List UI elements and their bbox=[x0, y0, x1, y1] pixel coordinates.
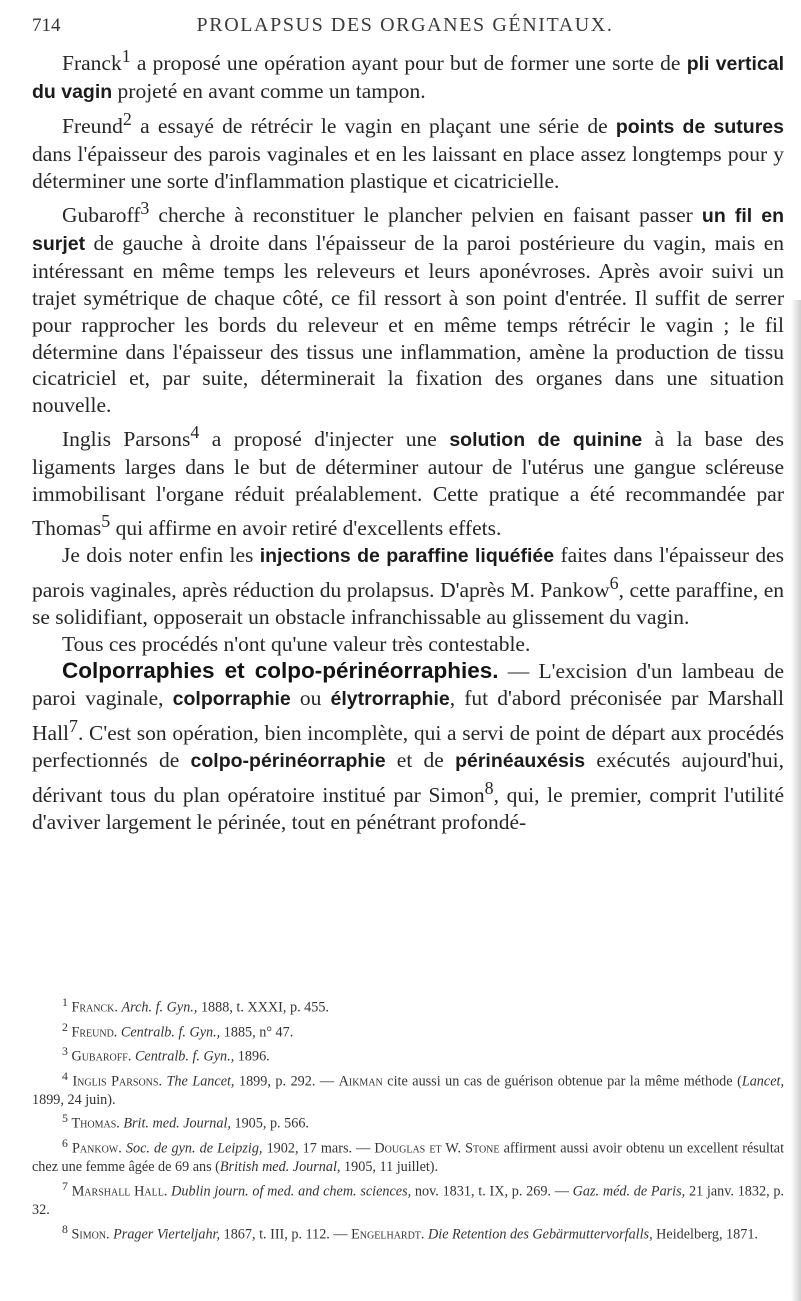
footnote-8 bbox=[32, 1220, 784, 1244]
footnote-number: 4 bbox=[62, 1068, 68, 1083]
footnote-author: Marshall Hall. bbox=[71, 1183, 168, 1200]
page-header bbox=[32, 13, 778, 39]
text-run: . C'est son opération, bien incomplète, qui a servi de point de départ aux procédés perfectionnés de bbox=[32, 720, 784, 772]
footnote-text: cite aussi un cas de guérison obtenue par la même méthode ( bbox=[382, 1073, 742, 1090]
author-name: Freund bbox=[62, 114, 123, 139]
footnote-text: affirment aussi avoir obtenu un excellent résultat chez une femme âgée de 69 ans ( bbox=[32, 1140, 785, 1175]
author-name: Franck bbox=[62, 51, 122, 76]
footnote-text: 21 janv. 1832, p. 32. bbox=[32, 1183, 785, 1218]
footnote-text: 1867, t. III, p. 112. — bbox=[220, 1226, 352, 1243]
footnote-journal: The Lancet, bbox=[166, 1073, 235, 1090]
footnote-text: 1899, p. 292. — bbox=[234, 1073, 339, 1090]
footnote-journal: Gaz. méd. de Paris, bbox=[572, 1183, 686, 1200]
footnote-number: 6 bbox=[62, 1135, 68, 1150]
bold-term: injections de paraffine liquéfiée bbox=[259, 545, 555, 568]
text-run: exécutés aujourd'hui, dérivant tous du plan opératoire institué par Simon bbox=[32, 747, 784, 807]
text-run: , fut d'abord préconisée par Marshall Hall bbox=[32, 685, 785, 745]
footnote-7 bbox=[32, 1177, 784, 1219]
footnote-author: Gubaroff. bbox=[71, 1048, 132, 1065]
paragraph-franck bbox=[32, 43, 784, 106]
bold-term: élytrorraphie bbox=[330, 687, 450, 710]
footnote-author: Thomas. bbox=[71, 1116, 120, 1133]
footnote-number: 8 bbox=[62, 1221, 68, 1236]
section-heading: Colporraphies et colpo-périnéorraphies. bbox=[62, 657, 499, 683]
footnote-text: Heidelberg, 1871. bbox=[652, 1226, 758, 1243]
footnote-3 bbox=[32, 1042, 784, 1066]
footnote-journal: Soc. de gyn. de Leipzig, bbox=[125, 1140, 263, 1157]
bold-term: pli vertical du vagin bbox=[32, 53, 784, 104]
text-run: et de bbox=[385, 747, 456, 772]
text-run: a proposé d'injecter une bbox=[199, 427, 450, 452]
footnote-2 bbox=[32, 1018, 784, 1042]
bold-term: solution de quinine bbox=[449, 429, 643, 452]
author-name: Inglis Parsons bbox=[62, 427, 191, 452]
text-run: projeté en avant comme un tampon. bbox=[112, 79, 426, 104]
footnote-text: 1899, 24 juin). bbox=[32, 1091, 116, 1108]
bold-term: colpo-périnéorraphie bbox=[190, 749, 386, 772]
footnote-text: 1896. bbox=[234, 1048, 270, 1065]
footnote-ref: 1 bbox=[121, 46, 131, 66]
paragraph-freund bbox=[32, 106, 784, 195]
footnote-author: Engelhardt. bbox=[351, 1226, 425, 1243]
text-run: — L'excision d'un lambeau de paroi vaginale, bbox=[32, 658, 784, 710]
footnote-number: 5 bbox=[62, 1111, 68, 1126]
text-run: a proposé une opération ayant pour but de former une sorte de bbox=[130, 51, 687, 76]
footnote-number: 3 bbox=[62, 1044, 68, 1059]
text-run: de gauche à droite dans l'épaisseur de la paroi postérieure du vagin, mais en intéressant en même temps les releveurs et leurs aponévroses. Après avoir suivi un trajet symétrique de chaque côté, ce fil ressort à son point d'entrée. Il suffit de serrer pour rapprocher les bords du releveur et en même temps rétrécir le vagin ; le fil détermine dans l'épaisseur des tissus une inflammation, amène la production de tissu cicatriciel et, par suite, déterminerait la fixation des organes dans une situation nouvelle. bbox=[32, 230, 784, 418]
running-title: PROLAPSUS DES ORGANES GÉNITAUX. bbox=[196, 14, 614, 36]
text-run: qui affirme en avoir retiré d'excellents effets. bbox=[110, 516, 502, 541]
footnote-text: 1902, 17 mars. — bbox=[262, 1140, 375, 1157]
bold-term: colporraphie bbox=[172, 687, 291, 710]
footnote-ref: 5 bbox=[101, 511, 111, 532]
footnote-ref: 8 bbox=[484, 777, 494, 798]
paragraph-inglis-parsons bbox=[32, 419, 784, 542]
footnote-journal: Prager Vierteljahr, bbox=[113, 1226, 221, 1243]
text-run: à la base des ligaments larges dans le but de déterminer autour de l'utérus une gangue scléreuse immobilisant l'organe réduit préalablement. Cette pratique a été recommandée par Thomas bbox=[32, 427, 784, 541]
text-run: ou bbox=[290, 685, 331, 710]
footnote-author: Simon. bbox=[71, 1226, 110, 1243]
paragraph-gubaroff bbox=[32, 195, 784, 419]
footnote-number: 7 bbox=[62, 1178, 68, 1193]
text-run: dans l'épaisseur des parois vaginales et en les laissant en place assez longtemps pour y déterminer une sorte d'inflammation plastique et cicatricielle. bbox=[32, 142, 784, 193]
footnote-5 bbox=[32, 1109, 784, 1133]
footnote-author: Pankow. bbox=[72, 1140, 122, 1157]
footnote-journal: Centralb. f. Gyn., bbox=[120, 1024, 221, 1041]
footnote-journal: Dublin journ. of med. and chem. sciences, bbox=[171, 1183, 412, 1200]
footnote-journal: Lancet, bbox=[741, 1073, 784, 1090]
main-text bbox=[32, 43, 784, 836]
bold-term: périnéauxésis bbox=[455, 749, 586, 772]
footnote-journal: British med. Journal, bbox=[219, 1158, 341, 1175]
text-run: a essayé de rétrécir le vagin en plaçant une série de bbox=[131, 114, 616, 139]
footnotes bbox=[32, 993, 784, 1244]
footnote-4 bbox=[32, 1067, 784, 1109]
paragraph-summary: Tous ces procédés n'ont qu'une valeur très contestable. bbox=[62, 632, 531, 657]
footnote-ref: 6 bbox=[609, 573, 619, 594]
footnote-number: 1 bbox=[62, 995, 68, 1009]
footnote-author: Freund. bbox=[71, 1024, 118, 1041]
author-name: Gubaroff bbox=[62, 203, 141, 227]
footnote-journal: Brit. med. Journal, bbox=[123, 1116, 231, 1133]
paragraph-paraffin bbox=[32, 542, 784, 631]
footnote-text: 1905, 11 juillet). bbox=[340, 1158, 439, 1175]
footnote-1 bbox=[32, 993, 784, 1017]
bold-term: points de sutures bbox=[615, 116, 784, 139]
footnote-text: 1888, t. XXXI, p. 455. bbox=[197, 999, 330, 1016]
footnote-text: nov. 1831, t. IX, p. 269. — bbox=[411, 1183, 573, 1200]
page-number: 714 bbox=[32, 15, 61, 36]
text-run: Je dois noter enfin les bbox=[62, 543, 260, 568]
footnote-6 bbox=[32, 1134, 784, 1176]
footnote-ref: 3 bbox=[140, 197, 150, 218]
text-run: , cette paraffine, en se solidifiant, opposerait un obstacle infranchissable au glissement du vagin. bbox=[32, 578, 785, 630]
text-run: cherche à reconstituer le plancher pelvien en faisant passer bbox=[149, 203, 702, 227]
footnote-author: Douglas et W. Stone bbox=[374, 1140, 500, 1157]
footnote-author: Inglis Parsons. bbox=[72, 1073, 163, 1090]
footnote-ref: 4 bbox=[190, 422, 200, 443]
footnote-number: 2 bbox=[62, 1019, 68, 1034]
text-run: faites dans l'épaisseur des parois vaginales, après réduction du prolapsus. D'après M. Pankow bbox=[32, 543, 784, 603]
footnote-journal: Arch. f. Gyn., bbox=[121, 999, 198, 1016]
text-run: , qui, le premier, comprit l'utilité d'aviver largement le périnée, tout en pénétrant profondé- bbox=[32, 782, 784, 834]
footnote-ref: 7 bbox=[69, 715, 78, 736]
bold-term: un fil en surjet bbox=[32, 205, 785, 255]
footnote-journal: Die Retention des Gebärmuttervorfalls, bbox=[428, 1226, 653, 1243]
paragraph-colporraphies bbox=[32, 658, 784, 836]
footnote-journal: Centralb. f. Gyn., bbox=[134, 1048, 235, 1065]
footnote-author: Franck. bbox=[71, 999, 118, 1016]
footnote-author: Aikman bbox=[338, 1073, 383, 1090]
footnote-ref: 2 bbox=[122, 108, 132, 129]
footnote-text: 1905, p. 566. bbox=[230, 1116, 309, 1133]
footnote-text: 1885, n° 47. bbox=[220, 1024, 294, 1041]
page-edge-shadow bbox=[791, 300, 801, 1301]
